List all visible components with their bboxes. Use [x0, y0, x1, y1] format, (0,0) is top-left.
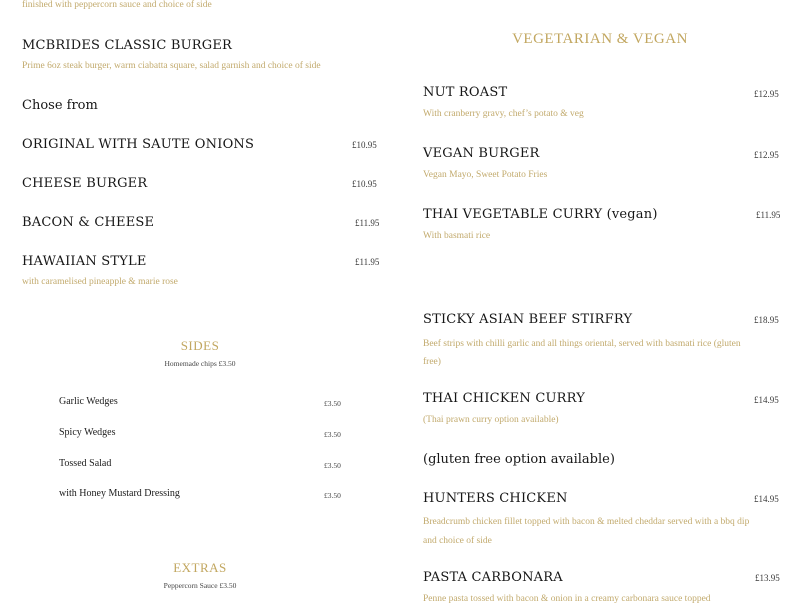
menu-item-nut-roast: NUT ROAST — [423, 85, 508, 100]
menu-item-price: £14.95 — [754, 395, 779, 405]
menu-item-price: £13.95 — [755, 573, 780, 583]
menu-item-cheese-burger: CHEESE BURGER — [22, 176, 148, 191]
side-item-garlic-wedges: Garlic Wedges — [59, 396, 118, 407]
menu-item-price: £18.95 — [754, 315, 779, 325]
choose-from-label: Chose from — [22, 98, 98, 113]
menu-item-bacon-cheese: BACON & CHEESE — [22, 215, 155, 230]
gluten-free-note: (gluten free option available) — [423, 452, 615, 467]
menu-item-sticky-asian-beef-stirfry: STICKY ASIAN BEEF STIRFRY — [423, 312, 633, 327]
menu-item-hawaiian: HAWAIIAN STYLE — [22, 254, 147, 269]
side-item-price: £3.50 — [324, 461, 341, 470]
menu-item-description: Vegan Mayo, Sweet Potato Fries — [423, 170, 548, 180]
menu-item-description: (Thai prawn curry option available) — [423, 415, 559, 425]
menu-item-description: with caramelised pineapple & marie rose — [22, 277, 178, 287]
item-description-cut: finished with peppercorn sauce and choice of side — [22, 0, 212, 10]
menu-item-pasta-carbonara: PASTA CARBONARA — [423, 570, 563, 585]
menu-item-price: £12.95 — [754, 150, 779, 160]
menu-item-mcbrides-classic-burger: MCBRIDES CLASSIC BURGER — [22, 38, 233, 53]
menu-item-description: Penne pasta tossed with bacon & onion in a creamy carbonara sauce topped — [423, 594, 711, 604]
menu-item-hunters-chicken: HUNTERS CHICKEN — [423, 491, 568, 506]
extras-heading: EXTRAS — [173, 560, 227, 575]
menu-item-description: With cranberry gravy, chef’s potato & veg — [423, 109, 584, 119]
menu-item-original: ORIGINAL WITH SAUTE ONIONS — [22, 137, 255, 152]
menu-item-description: Beef strips with chilli garlic and all things oriental, served with basmati rice (gluten free) — [423, 339, 741, 367]
menu-item-price: £14.95 — [754, 494, 779, 504]
menu-item-description: Prime 6oz steak burger, warm ciabatta square, salad garnish and choice of side — [22, 61, 321, 71]
menu-item-thai-chicken-curry: THAI CHICKEN CURRY — [423, 391, 585, 406]
menu-item-price: £10.95 — [352, 140, 377, 150]
menu-item-thai-vegetable-curry: THAI VEGETABLE CURRY (vegan) — [423, 207, 658, 222]
menu-item-description: With basmati rice — [423, 231, 491, 241]
side-item-price: £3.50 — [324, 430, 341, 439]
side-item-price: £3.50 — [324, 399, 341, 408]
menu-item-price: £10.95 — [352, 179, 377, 189]
extras-note: Peppercorn Sauce £3.50 — [163, 581, 237, 590]
menu-item-price: £11.95 — [756, 210, 781, 220]
side-item-tossed-salad: Tossed Salad — [59, 458, 112, 469]
menu-item-description: Breadcrumb chicken fillet topped with bacon & melted cheddar served with a bbq dip and choice of side — [423, 517, 750, 546]
side-item-price: £3.50 — [324, 491, 341, 500]
side-item-spicy-wedges: Spicy Wedges — [59, 427, 116, 438]
sides-note: Homemade chips £3.50 — [164, 359, 236, 368]
menu-item-price: £12.95 — [754, 89, 779, 99]
sides-heading: SIDES — [180, 338, 220, 353]
side-item-honey-mustard: with Honey Mustard Dressing — [59, 488, 180, 499]
menu-item-vegan-burger: VEGAN BURGER — [423, 146, 540, 161]
menu-item-price: £11.95 — [355, 257, 380, 267]
vegetarian-vegan-heading: VEGETARIAN & VEGAN — [512, 31, 688, 47]
menu-item-price: £11.95 — [355, 218, 380, 228]
